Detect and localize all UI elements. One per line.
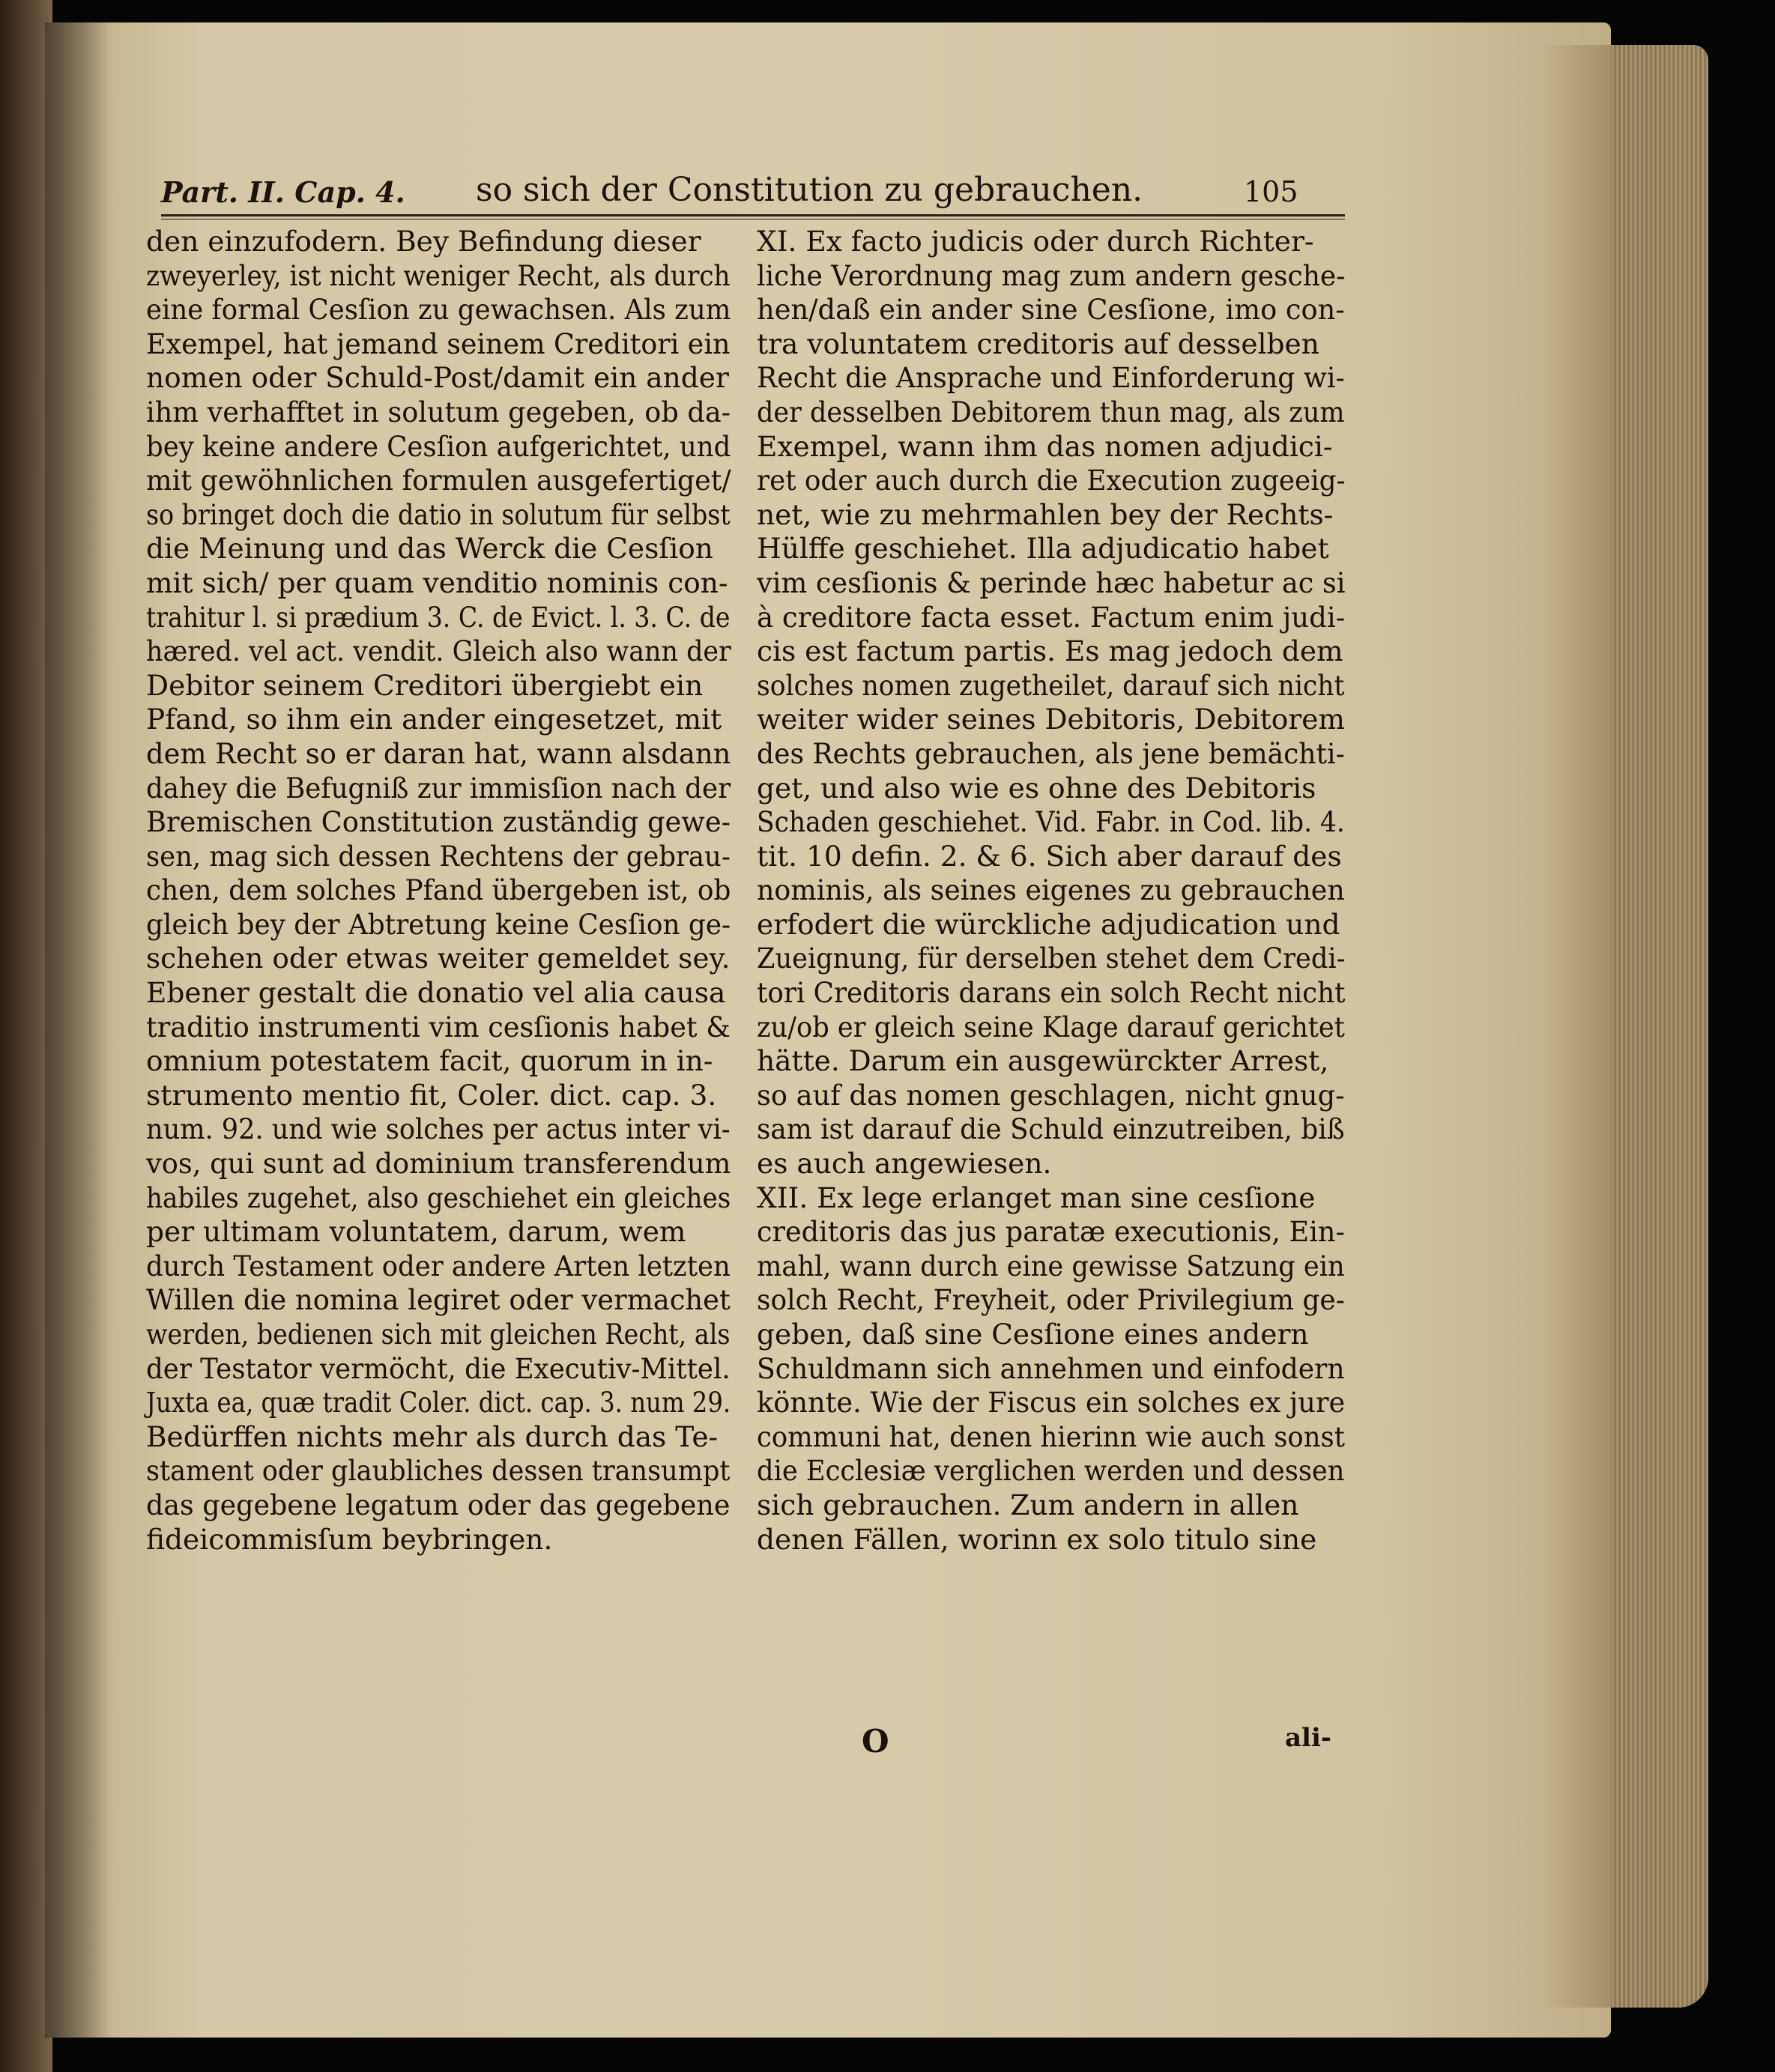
text-line: Bremischen Constitution zuständig gewe- <box>146 805 731 839</box>
text-line: cis est factum partis. Es mag jedoch dem <box>757 634 1343 668</box>
text-line: so auf das nomen geschlagen, nicht gnug- <box>757 1078 1345 1112</box>
text-line: sich gebrauchen. Zum andern in allen <box>757 1488 1299 1521</box>
text-line: gleich bey der Abtretung keine Cesſion ge- <box>146 907 731 941</box>
text-line: ret oder auch durch die Execution zugeeig- <box>757 464 1346 497</box>
text-line: XII. Ex lege erlanget man sine cesſione <box>757 1181 1316 1214</box>
text-line: net, wie zu mehrmahlen bey der Rechts- <box>757 497 1334 531</box>
text-line: stament oder glaubliches dessen transumpt <box>146 1454 731 1488</box>
text-line: zu/ob er gleich seine Klage darauf gerichtet <box>757 1010 1345 1043</box>
text-line: Recht die Ansprache und Einforderung wi- <box>757 361 1345 395</box>
text-line: zweyerley, ist nicht weniger Recht, als durch <box>146 258 731 292</box>
text-line: habiles zugehet, also geschiehet ein gleiches <box>146 1181 731 1214</box>
gutter-shadow <box>45 22 112 2038</box>
text-line: hen/daß ein ander sine Cesſione, imo con- <box>757 293 1345 327</box>
text-line: omnium potestatem facit, quorum in in- <box>146 1044 713 1078</box>
running-header <box>161 171 1345 216</box>
text-line: mahl, wann durch eine gewisse Satzung ein <box>757 1249 1345 1282</box>
text-line: geben, daß sine Cesſione eines andern <box>757 1318 1309 1351</box>
text-line: communi hat, denen hierinn wie auch sonst <box>757 1420 1345 1453</box>
text-line: Schuldmann sich annehmen und einfodern <box>757 1351 1345 1385</box>
text-line: tit. 10 defin. 2. & 6. Sich aber darauf des <box>757 839 1342 873</box>
text-line: der Testator vermöcht, die Executiv-Mittel. <box>146 1351 731 1385</box>
text-line: denen Fällen, worinn ex solo titulo sine <box>757 1522 1317 1556</box>
text-line: chen, dem solches Pfand übergeben ist, ob <box>146 873 731 907</box>
text-line: mit sich/ per quam venditio nominis con- <box>146 566 728 599</box>
text-line: tra voluntatem creditoris auf desselben <box>757 327 1319 360</box>
signature-mark: O <box>862 1723 889 1760</box>
text-line: der desselben Debitorem thun mag, als zum <box>757 395 1345 428</box>
text-line: strumento mentio fit, Coler. dict. cap. 3. <box>146 1078 717 1112</box>
text-line: hätte. Darum ein ausgewürckter Arrest, <box>757 1044 1329 1078</box>
left-text-column <box>146 225 731 1557</box>
right-text-column <box>757 225 1345 1557</box>
text-line: solch Recht, Freyheit, oder Privilegium ge- <box>757 1283 1345 1317</box>
text-line: Zueignung, für derselben stehet dem Credi- <box>757 942 1346 975</box>
text-line: trahitur l. si prædium 3. C. de Evict. l. 3. C. de <box>146 600 731 634</box>
text-line: nomen oder Schuld-Post/damit ein ander <box>146 361 729 395</box>
catchword: ali- <box>1285 1723 1331 1753</box>
text-line: XI. Ex facto judicis oder durch Richter- <box>757 225 1314 258</box>
text-line: bey keine andere Cesſion aufgerichtet, und <box>146 429 731 463</box>
text-line: es auch angewiesen. <box>757 1147 1052 1181</box>
text-line: Willen die nomina legiret oder vermachet <box>146 1283 731 1317</box>
text-line: des Rechts gebrauchen, als jene bemächti- <box>757 736 1345 770</box>
text-line: dem Recht so er daran hat, wann alsdann <box>146 736 731 770</box>
text-line: hæred. vel act. vendit. Gleich also wann der <box>146 634 731 668</box>
text-line: weiter wider seines Debitoris, Debitorem <box>757 703 1345 736</box>
text-line: tori Creditoris darans ein solch Recht nicht <box>757 976 1346 1010</box>
text-line: Juxta ea, quæ tradit Coler. dict. cap. 3. num 29. <box>146 1386 731 1420</box>
page-number: 105 <box>1244 175 1298 208</box>
text-line: nominis, als seines eigenes zu gebrauchen <box>757 873 1345 907</box>
text-line: Debitor seinem Creditori übergiebt ein <box>146 668 704 702</box>
text-line: traditio instrumenti vim cesſionis habet & <box>146 1010 731 1043</box>
text-line: Exempel, hat jemand seinem Creditori ein <box>146 327 731 360</box>
text-line: erfodert die würckliche adjudication und <box>757 907 1340 941</box>
text-line: liche Verordnung mag zum andern gesche- <box>757 258 1346 292</box>
text-line: Bedürffen nichts mehr als durch das Te- <box>146 1420 719 1453</box>
text-line: den einzufodern. Bey Befindung dieser <box>146 225 701 258</box>
text-line: num. 92. und wie solches per actus inter vi- <box>146 1112 731 1146</box>
text-line: die Meinung und das Werck die Cesſion <box>146 532 713 566</box>
text-line: Pfand, so ihm ein ander eingesetzet, mit <box>146 703 722 736</box>
text-line: sam ist darauf die Schuld einzutreiben, biß <box>757 1112 1345 1146</box>
text-line: mit gewöhnlichen formulen ausgefertiget/ <box>146 464 731 497</box>
text-line: à creditore facta esset. Factum enim judi- <box>757 600 1346 634</box>
text-line: dahey die Befugniß zur immisſion nach der <box>146 771 731 805</box>
text-line: Ebener gestalt die donatio vel alia causa <box>146 976 726 1010</box>
text-line: schehen oder etwas weiter gemeldet sey. <box>146 942 731 975</box>
page-edge <box>1543 45 1611 2008</box>
text-line: vim cesſionis & perinde hæc habetur ac si <box>757 566 1346 599</box>
text-line: Exempel, wann ihm das nomen adjudici- <box>757 429 1333 463</box>
text-line: durch Testament oder andere Arten letzten <box>146 1249 731 1282</box>
text-line: die Ecclesiæ verglichen werden und dessen <box>757 1454 1345 1488</box>
header-title: so sich der Constitution zu gebrauchen. <box>476 171 1143 209</box>
text-line: das gegebene legatum oder das gegebene <box>146 1488 731 1521</box>
text-line: creditoris das jus paratæ executionis, Ein- <box>757 1215 1345 1249</box>
header-part-chapter: Part. II. Cap. 4. <box>161 175 405 209</box>
text-line: werden, bedienen sich mit gleichen Recht, als <box>146 1318 731 1351</box>
text-line: fideicommisſum beybringen. <box>146 1522 553 1556</box>
text-line: eine formal Cesſion zu gewachsen. Als zum <box>146 293 731 327</box>
text-line: vos, qui sunt ad dominium transferendum <box>146 1147 731 1181</box>
text-line: ihm verhafftet in solutum gegeben, ob da- <box>146 395 731 428</box>
text-line: get, und also wie es ohne des Debitoris <box>757 771 1316 805</box>
text-line: sen, mag sich dessen Rechtens der gebrau- <box>146 839 731 873</box>
header-rule <box>161 214 1345 216</box>
text-line: solches nomen zugetheilet, darauf sich nicht <box>757 668 1345 702</box>
text-line: könnte. Wie der Fiscus ein solches ex jure <box>757 1386 1346 1420</box>
text-line: Schaden geschiehet. Vid. Fabr. in Cod. lib. 4. <box>757 805 1345 839</box>
text-line: Hülffe geschiehet. Illa adjudicatio habet <box>757 532 1329 566</box>
text-line: per ultimam voluntatem, darum, wem <box>146 1215 686 1249</box>
text-line: so bringet doch die datio in solutum für selbst <box>146 497 731 531</box>
